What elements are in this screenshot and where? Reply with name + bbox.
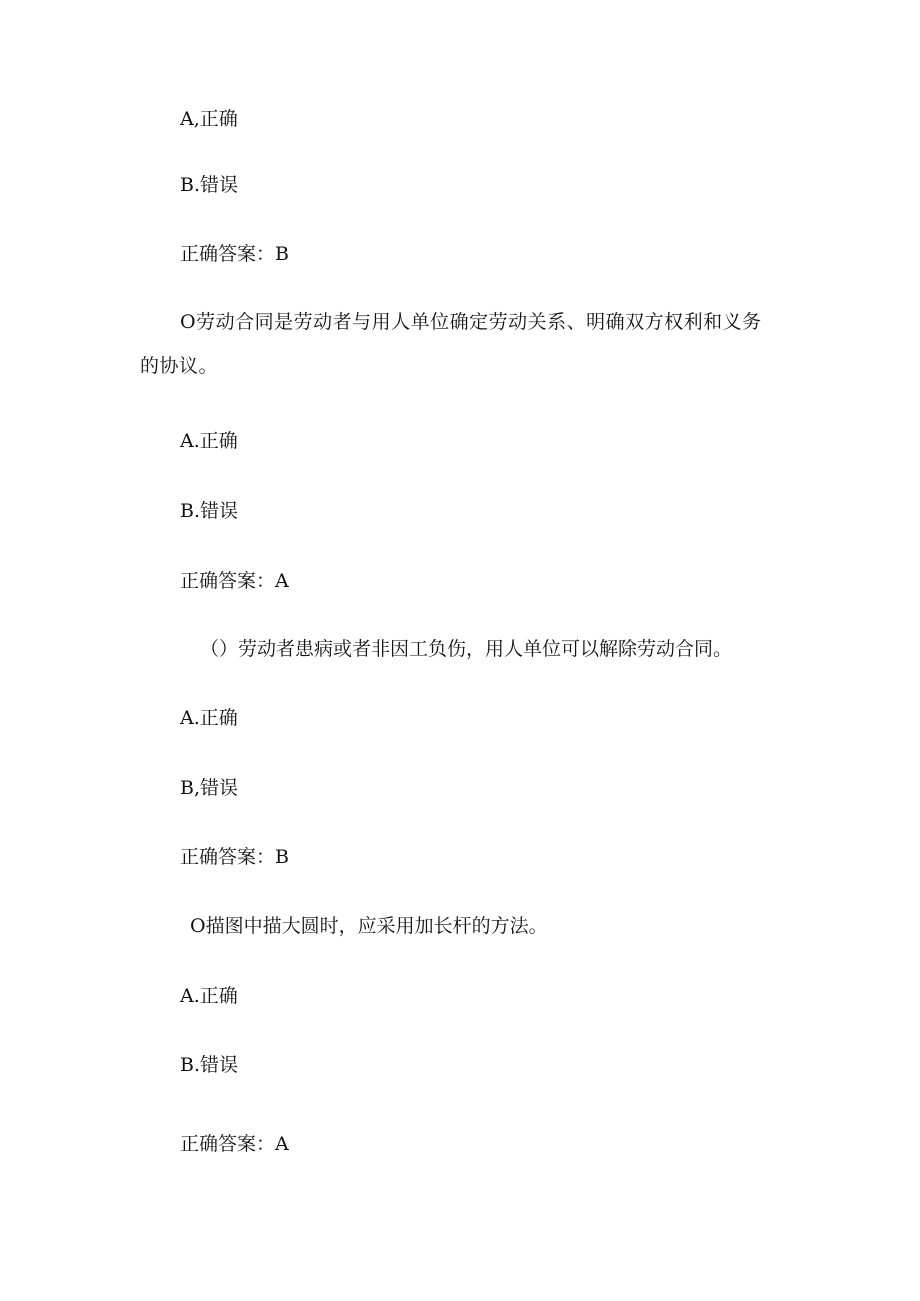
answer-line: 正确答案：A bbox=[180, 570, 289, 592]
answer-line: 正确答案：A bbox=[180, 1133, 289, 1155]
question-text: O描图中描大圆时，应采用加长杆的方法。 bbox=[190, 915, 548, 937]
option-b: B.错误 bbox=[180, 174, 239, 196]
option-a: A.正确 bbox=[180, 985, 238, 1007]
option-a: A,正确 bbox=[180, 108, 238, 130]
answer-line: 正确答案：B bbox=[180, 846, 289, 868]
question-text: O劳动合同是劳动者与用人单位确定劳动关系、明确双方权利和义务的协议。 bbox=[140, 311, 762, 377]
option-a: A.正确 bbox=[180, 430, 238, 452]
question-text: （）劳动者患病或者非因工负伤，用人单位可以解除劳动合同。 bbox=[200, 638, 733, 660]
answer-line: 正确答案：B bbox=[180, 243, 289, 265]
option-b: B.错误 bbox=[180, 1054, 239, 1076]
option-b: B.错误 bbox=[180, 500, 239, 522]
option-b: B,错误 bbox=[180, 777, 239, 799]
option-a: A.正确 bbox=[180, 707, 238, 729]
